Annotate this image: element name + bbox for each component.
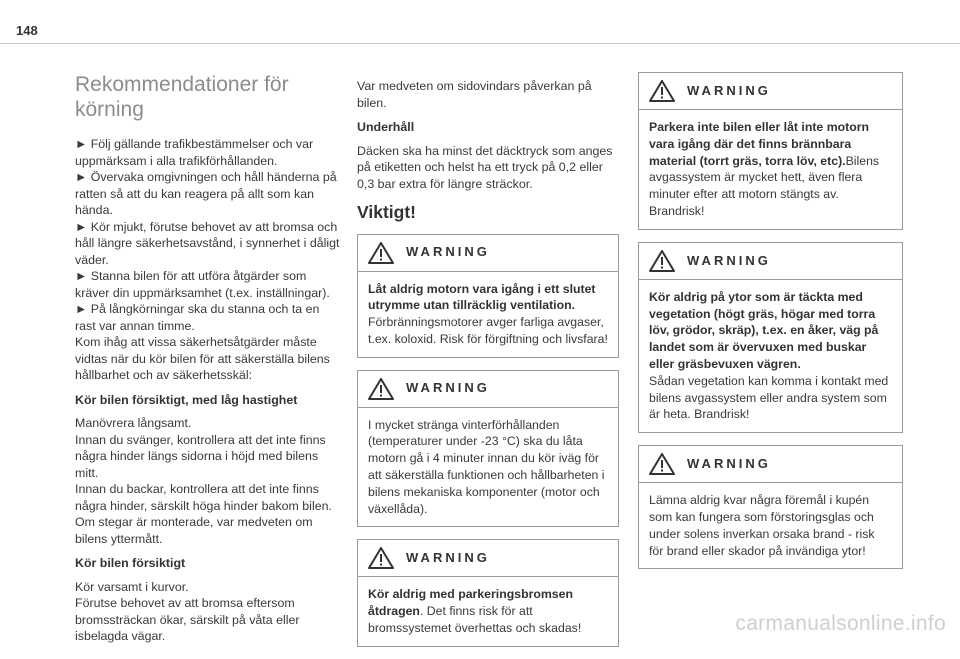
warning-header — [639, 73, 902, 110]
warning-header — [358, 371, 618, 408]
warning-bold-text: Parkera inte bilen eller låt inte motorn vara igång där det finns brännbara material (torrt gräs, torra löv, etc). — [649, 120, 870, 168]
section-title-line-2: körning — [75, 98, 144, 121]
warning-triangle-icon — [368, 378, 394, 400]
warning-box — [638, 445, 903, 569]
warning-body — [639, 280, 902, 432]
warning-body — [358, 577, 618, 645]
intro-paragraph: ► Följ gällande trafikbestämmelser och var uppmärksam i alla trafikförhållanden. ► Övervaka omgivningen och håll händerna på ratten så att du kan reagera på allt som kan hända. ► Kör mjukt, förutse behovet av att bromsa och håll längre säkerhetsavstånd, i synnerhet i dåligt väder. ► Stanna bilen för att utföra åtgärder som kräver din uppmärksamhet (t.ex. inställningar). ► På långkörningar ska du stanna och ta en rast var annan timme. Kom ihåg att vissa säkerhetsåtgärder måste vidtas när du kör bilen för att säkerställa bilens hållbarhet och av säkerhetsskäl: — [75, 137, 340, 382]
slow-speed-paragraph: Manövrera långsamt. Innan du svänger, kontrollera att det inte finns några hinder längs sidorna i höjd med bilens mitt. Innan du backar, kontrollera att det inte finns några hinder, särskilt höga hinder bakom bilen. Om stegar är monterade, var medveten om bilens yttermått. — [75, 416, 332, 546]
warning-title: WARNING — [406, 244, 490, 260]
wind-paragraph: Var medveten om sidovindars påverkan på bilen. — [357, 79, 592, 110]
warning-box — [638, 242, 903, 433]
section-title-line-1: Rekommendationer för — [75, 73, 289, 96]
warning-title: WARNING — [406, 550, 490, 566]
heading-slow-speed: Kör bilen försiktigt, med låg hastighet — [75, 392, 298, 407]
watermark: carmanualsonline.info — [735, 612, 946, 635]
warning-box — [357, 234, 619, 358]
warning-box — [357, 370, 619, 528]
page-header — [0, 0, 960, 44]
warning-text: Sådan vegetation kan komma i kontakt med bilens avgassystem eller andra system som är heta. Brandrisk! — [649, 373, 889, 422]
column-middle — [357, 78, 619, 659]
section-title — [75, 72, 343, 122]
warning-text: Bilens avgassystem är mycket hett, även flera minuter efter att motorn stängts av. Brandrisk! — [649, 153, 880, 218]
warning-triangle-icon — [649, 250, 675, 272]
page-number: 148 — [16, 23, 38, 38]
warning-header — [639, 243, 902, 280]
warning-title: WARNING — [406, 380, 490, 396]
warning-bold-text: Låt aldrig motorn vara igång i ett slutet utrymme utan tillräcklig ventilation. — [368, 281, 596, 313]
warning-box — [357, 539, 619, 646]
warning-triangle-icon — [368, 547, 394, 569]
warning-title: WARNING — [687, 252, 771, 268]
warning-text: Förbränningsmotorer avger farliga avgaser, t.ex. koloxid. Risk för förgiftning och livsfara! — [368, 315, 608, 346]
warning-bold-text: Kör aldrig på ytor som är täckta med vegetation (högt gräs, högar med torra löv, grödor, skräp), t.ex. en åker, väg på landet som är övervuxen med buskar eller gräsbevuxen vägren. — [649, 289, 879, 371]
maintenance-paragraph: Däcken ska ha minst det däcktryck som anges på etiketten och helst ha ett tryck på 0,2 eller 0,3 bar extra för längre sträckor. — [357, 143, 613, 191]
warning-triangle-icon — [649, 453, 675, 475]
heading-important: Viktigt! — [357, 202, 416, 222]
warning-box — [638, 72, 903, 230]
heading-careful: Kör bilen försiktigt — [75, 556, 186, 570]
careful-paragraph: Kör varsamt i kurvor. Förutse behovet av att bromsa eftersom bromssträckan ökar, särskilt på våta eller isbelagda vägar. — [75, 579, 300, 643]
warning-text: Lämna aldrig kvar några föremål i kupén som kan fungera som förstoringsglas och under solens inverkan orsaka brand - risk för brand eller skador på invändiga ytor! — [649, 493, 875, 558]
warning-header — [358, 235, 618, 272]
warning-body — [639, 110, 902, 229]
column-right — [638, 72, 903, 581]
warning-text: . Det finns risk för att bromssystemet överhettas och skadas! — [368, 604, 582, 636]
warning-title: WARNING — [687, 455, 771, 471]
column-left — [75, 72, 343, 653]
warning-bold-text: Kör aldrig med parkeringsbromsen åtdragen — [368, 587, 574, 619]
warning-header — [358, 540, 618, 577]
heading-maintenance: Underhåll — [357, 120, 415, 134]
warning-body — [639, 483, 902, 568]
warning-body — [358, 272, 618, 357]
warning-text: I mycket stränga vinterförhållanden (temperaturer under -23 °C) ska du låta motorn gå i 4 minuter innan du kör iväg för att säkerställa funktionen och hållbarheten i bilens mekaniska komponenter (motor och växellåda). — [368, 417, 605, 516]
warning-body — [358, 408, 618, 527]
warning-triangle-icon — [368, 242, 394, 264]
warning-triangle-icon — [649, 80, 675, 102]
warning-title: WARNING — [687, 82, 771, 98]
warning-header — [639, 446, 902, 483]
